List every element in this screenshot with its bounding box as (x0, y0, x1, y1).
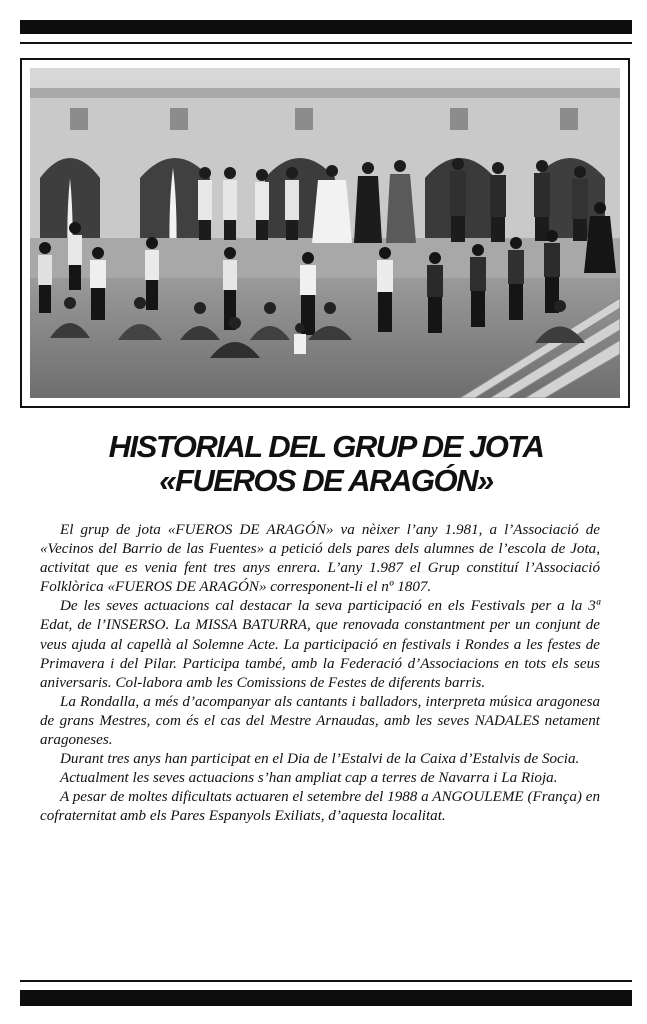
article-title-line-2: «FUEROS DE ARAGÓN» (159, 463, 493, 498)
paragraph: La Rondalla, a més d’acompanyar als cantants i balladors, interpreta música aragonesa de grans Mestres, com és el cas del Mestre Arnaudas, amb les seves NADALES netament aragoneses. (40, 693, 600, 749)
paragraph: De les seves actuacions cal destacar la seva participació en els Festivals per a la 3ª Edat, de l’INSERSO. La MISSA BATURRA, que renovada constantment per un conjunt de veus ajuda al capellà al Solemne Acte. La participació en festivals i Rondes a les festes de Primavera i del Pilar. Participa també, amb la Federació d’Associacions en tots els seus aniversaris. Col-labora amb les Comissions de Festes de diferents barris. (40, 598, 600, 691)
paragraph: Actualment les seves actuacions s’han ampliat cap a terres de Navarra i La Rioja. (60, 770, 558, 787)
top-black-bar (20, 20, 632, 34)
paragraph: El grup de jota «FUEROS DE ARAGÓN» va nèixer l’any 1.981, a l’Associació de «Vecinos del Barrio de las Fuentes» a petició dels pares dels alumnes de l’escola de Jota, activitat que es venia fent tres anys enrera. L’any 1.987 el Grup constituí l’Associació Folklòrica «FUEROS DE ARAGÓN» corresponent-li el nº 1807. (40, 522, 600, 596)
article-title-line-1: HISTORIAL DEL GRUP DE JOTA (108, 429, 544, 464)
top-rule (20, 42, 632, 44)
article-body (40, 521, 600, 827)
group-photo (30, 68, 620, 398)
paragraph: Durant tres anys han participat en el Dia de l’Estalvi de la Caixa d’Estalvis de Socia. (60, 751, 580, 768)
paragraph: A pesar de moltes dificultats actuaren el setembre del 1988 a ANGOULEME (França) en cofraternitat amb els Pares Espanyols Exiliats, d’aquesta localitat. (40, 789, 600, 825)
photo-frame (20, 58, 630, 408)
bottom-black-bar (20, 990, 632, 1006)
bottom-rule (20, 980, 632, 982)
